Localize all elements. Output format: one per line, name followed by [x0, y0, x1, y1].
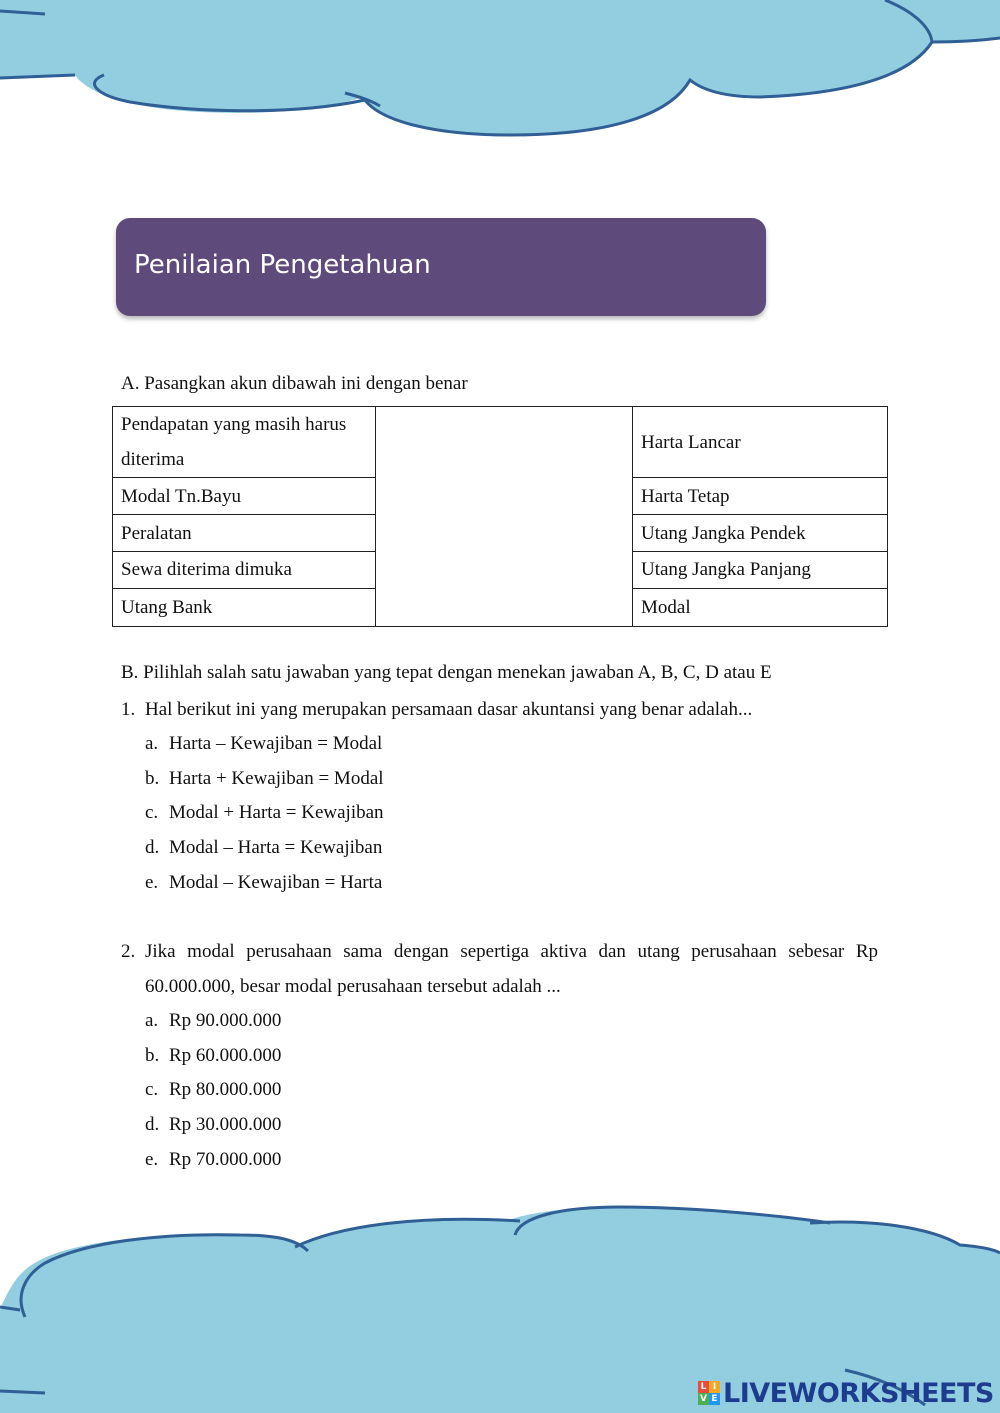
option-letter: b. [145, 1044, 160, 1066]
liveworksheets-logo [698, 1377, 994, 1409]
section-b-instruction: B. Pilihlah salah satu jawaban yang tepat dengan menekan jawaban A, B, C, D atau E [121, 662, 772, 683]
question-text: Jika modal perusahaan sama dengan sepertiga aktiva dan utang perusahaan sebesar Rp 60.000.000, besar modal perusahaan tersebut adalah ... [145, 941, 878, 997]
option-letter: a. [145, 1010, 159, 1031]
question-2 [121, 934, 878, 1177]
matching-table [112, 406, 888, 627]
answer-option-c[interactable] [145, 796, 878, 831]
answer-option-c[interactable] [145, 1073, 878, 1108]
option-letter: a. [145, 733, 159, 754]
option-letter: d. [145, 1114, 160, 1136]
section-a-instruction: A. Pasangkan akun dibawah ini dengan benar [121, 373, 468, 394]
logo-icon-letter: L [698, 1381, 709, 1393]
section-banner [116, 218, 766, 316]
option-letter: e. [145, 871, 159, 893]
match-right-item[interactable]: Utang Jangka Panjang [633, 551, 888, 588]
logo-icon-letter: I [709, 1381, 720, 1393]
match-right-item[interactable]: Modal [633, 588, 888, 626]
answer-option-e[interactable] [145, 866, 878, 901]
option-text[interactable]: Rp 30.000.000 [169, 1114, 282, 1136]
option-text[interactable]: Rp 80.000.000 [169, 1079, 282, 1101]
option-text[interactable]: Modal – Kewajiban = Harta [169, 871, 383, 893]
match-right-item[interactable]: Harta Tetap [633, 478, 888, 515]
answer-option-b[interactable] [145, 762, 878, 797]
question-number: 1. [121, 699, 136, 720]
logo-text: LIVEWORKSHEETS [723, 1377, 994, 1409]
option-text[interactable]: Rp 90.000.000 [169, 1010, 282, 1031]
option-text[interactable]: Rp 60.000.000 [169, 1044, 282, 1066]
option-letter: e. [145, 1148, 159, 1170]
logo-icon-letter: E [709, 1393, 720, 1405]
match-left-item[interactable]: Modal Tn.Bayu [113, 478, 376, 515]
liveworksheets-logo-icon [698, 1381, 720, 1405]
option-text[interactable]: Modal – Harta = Kewajiban [169, 837, 383, 859]
option-text[interactable]: Harta + Kewajiban = Modal [169, 767, 384, 789]
match-left-item[interactable]: Pendapatan yang masih harus diterima [113, 407, 376, 478]
answer-option-d[interactable] [145, 831, 878, 866]
option-letter: c. [145, 802, 159, 824]
answer-option-e[interactable] [145, 1143, 878, 1178]
question-1 [121, 692, 878, 900]
table-row [113, 407, 888, 478]
answer-option-d[interactable] [145, 1108, 878, 1143]
option-text[interactable]: Modal + Harta = Kewajiban [169, 802, 384, 824]
answer-option-a[interactable] [145, 1004, 878, 1039]
option-text[interactable]: Harta – Kewajiban = Modal [169, 733, 383, 754]
match-left-item[interactable]: Sewa diterima dimuka [113, 551, 376, 588]
banner-title: Penilaian Pengetahuan [134, 250, 431, 280]
match-left-item[interactable]: Peralatan [113, 515, 376, 551]
option-letter: d. [145, 837, 160, 859]
match-connector-area[interactable] [376, 407, 633, 627]
answer-options [145, 727, 878, 900]
match-right-item[interactable]: Utang Jangka Pendek [633, 515, 888, 551]
question-text: Hal berikut ini yang merupakan persamaan dasar akuntansi yang benar adalah... [145, 699, 753, 720]
question-number: 2. [121, 941, 136, 962]
option-text[interactable]: Rp 70.000.000 [169, 1148, 282, 1170]
match-right-item[interactable]: Harta Lancar [633, 407, 888, 478]
match-left-item[interactable]: Utang Bank [113, 588, 376, 626]
answer-option-b[interactable] [145, 1039, 878, 1074]
answer-options [145, 1004, 878, 1177]
top-cloud-decoration [0, 0, 1000, 150]
answer-option-a[interactable] [145, 727, 878, 762]
logo-icon-letter: V [698, 1393, 709, 1405]
option-letter: c. [145, 1079, 159, 1101]
option-letter: b. [145, 767, 160, 789]
